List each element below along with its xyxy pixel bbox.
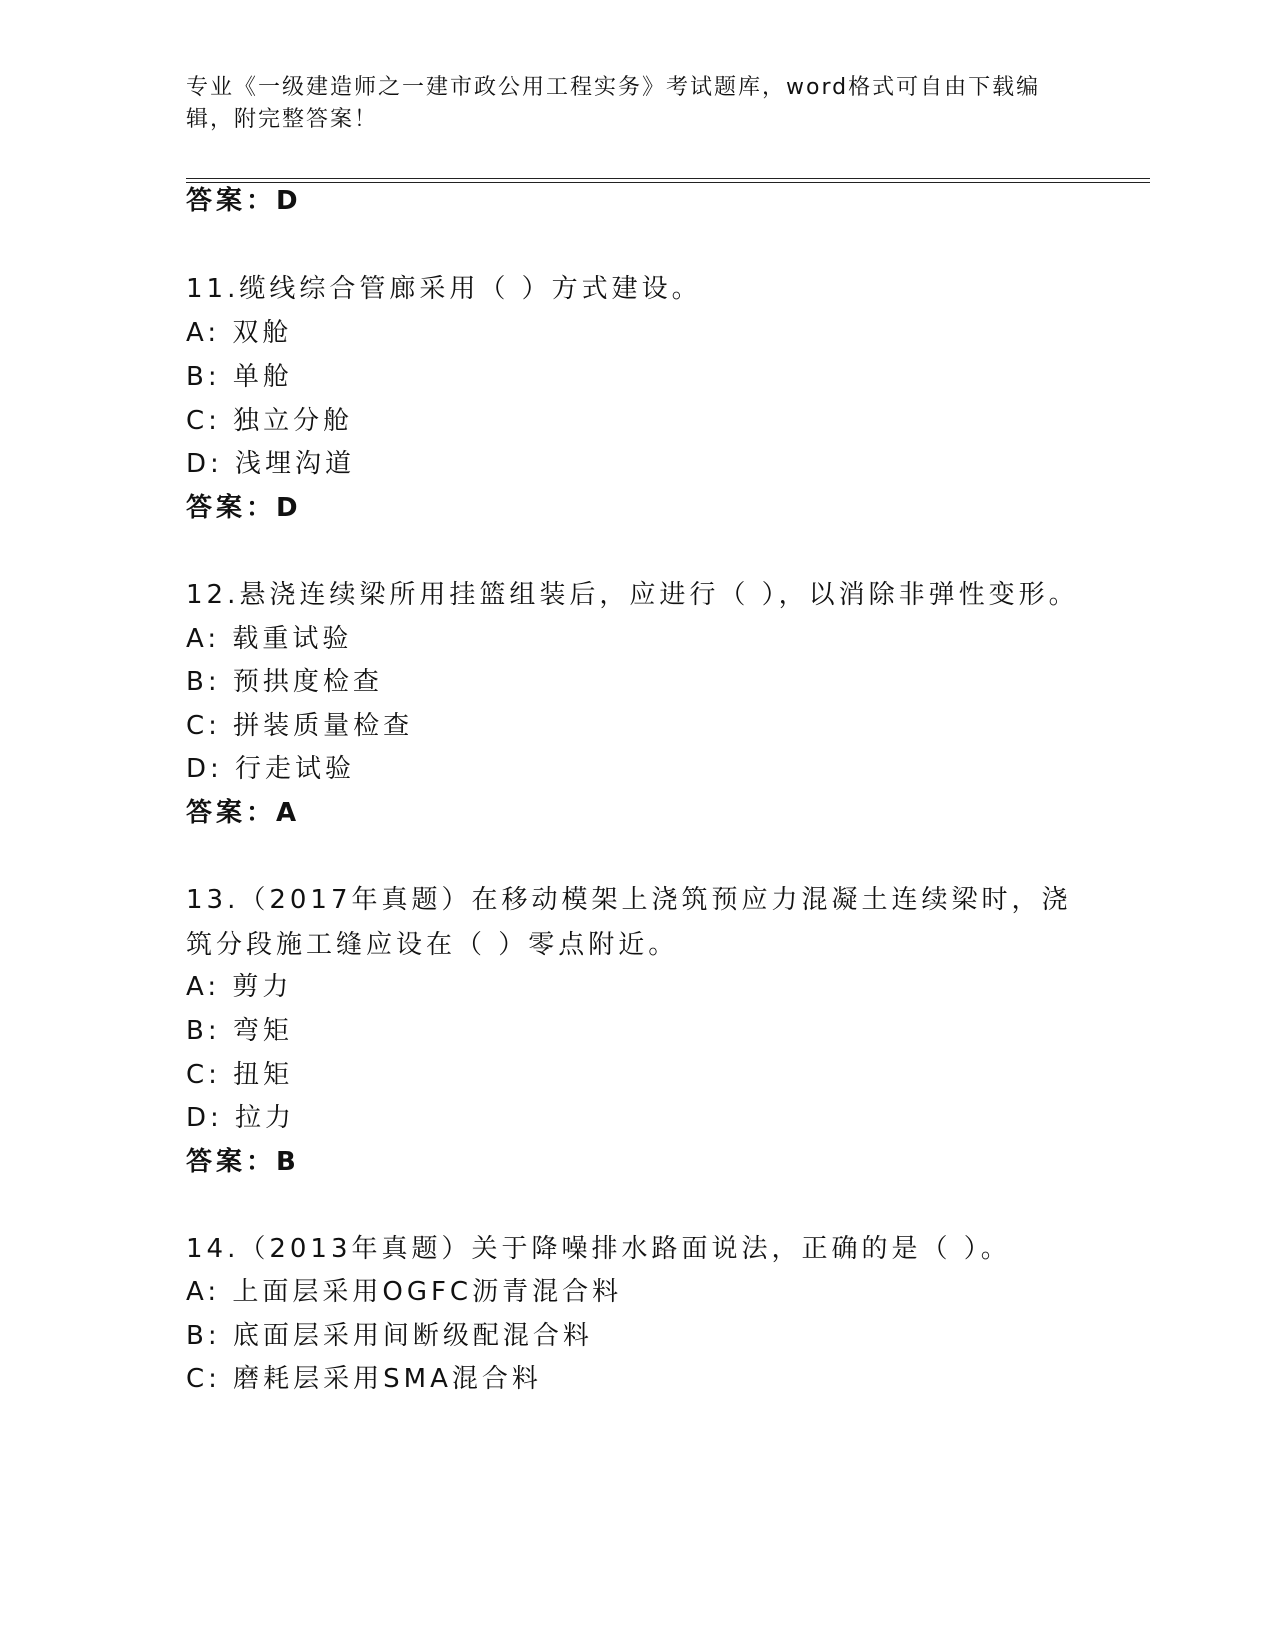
question-13-option-d: D: 拉力 [186, 1103, 296, 1133]
question-12-option-b: B: 预拱度检查 [186, 667, 383, 697]
question-11-option-d: D: 浅埋沟道 [186, 449, 356, 479]
previous-answer: 答案：D [186, 186, 302, 216]
question-14-option-a: A: 上面层采用OGFC沥青混合料 [186, 1277, 623, 1307]
question-14-option-c: C: 磨耗层采用SMA混合料 [186, 1364, 542, 1394]
question-11-option-c: C: 独立分舱 [186, 406, 354, 436]
question-12-answer: 答案：A [186, 798, 301, 828]
question-13-stem: 13.（2017年真题）在移动模架上浇筑预应力混凝土连续梁时，浇筑分段施工缝应设在（ ）零点附近。 [186, 885, 1072, 960]
header-divider-second [186, 182, 1150, 183]
question-12-option-a: A: 载重试验 [186, 624, 353, 654]
question-11-answer: 答案：D [186, 493, 302, 523]
question-12-option-d: D: 行走试验 [186, 754, 356, 784]
question-11-stem: 11.缆线综合管廊采用（ ）方式建设。 [186, 274, 702, 304]
question-12-option-c: C: 拼装质量检查 [186, 711, 414, 741]
question-13-option-a: A: 剪力 [186, 972, 293, 1002]
question-12-stem: 12.悬浇连续梁所用挂篮组装后，应进行（ ），以消除非弹性变形。 [186, 580, 1079, 610]
question-14-stem: 14.（2013年真题）关于降噪排水路面说法，正确的是（ ）。 [186, 1234, 1011, 1264]
question-14-option-b: B: 底面层采用间断级配混合料 [186, 1321, 593, 1351]
question-13-option-b: B: 弯矩 [186, 1016, 293, 1046]
question-13-option-c: C: 扭矩 [186, 1060, 294, 1090]
question-13-answer: 答案：B [186, 1147, 300, 1177]
document-header: 专业《一级建造师之一建市政公用工程实务》考试题库，word格式可自由下载编辑，附完整答案！ [186, 75, 1041, 132]
header-divider [186, 178, 1150, 179]
question-11-option-b: B: 单舱 [186, 362, 293, 392]
question-11-option-a: A: 双舱 [186, 318, 293, 348]
